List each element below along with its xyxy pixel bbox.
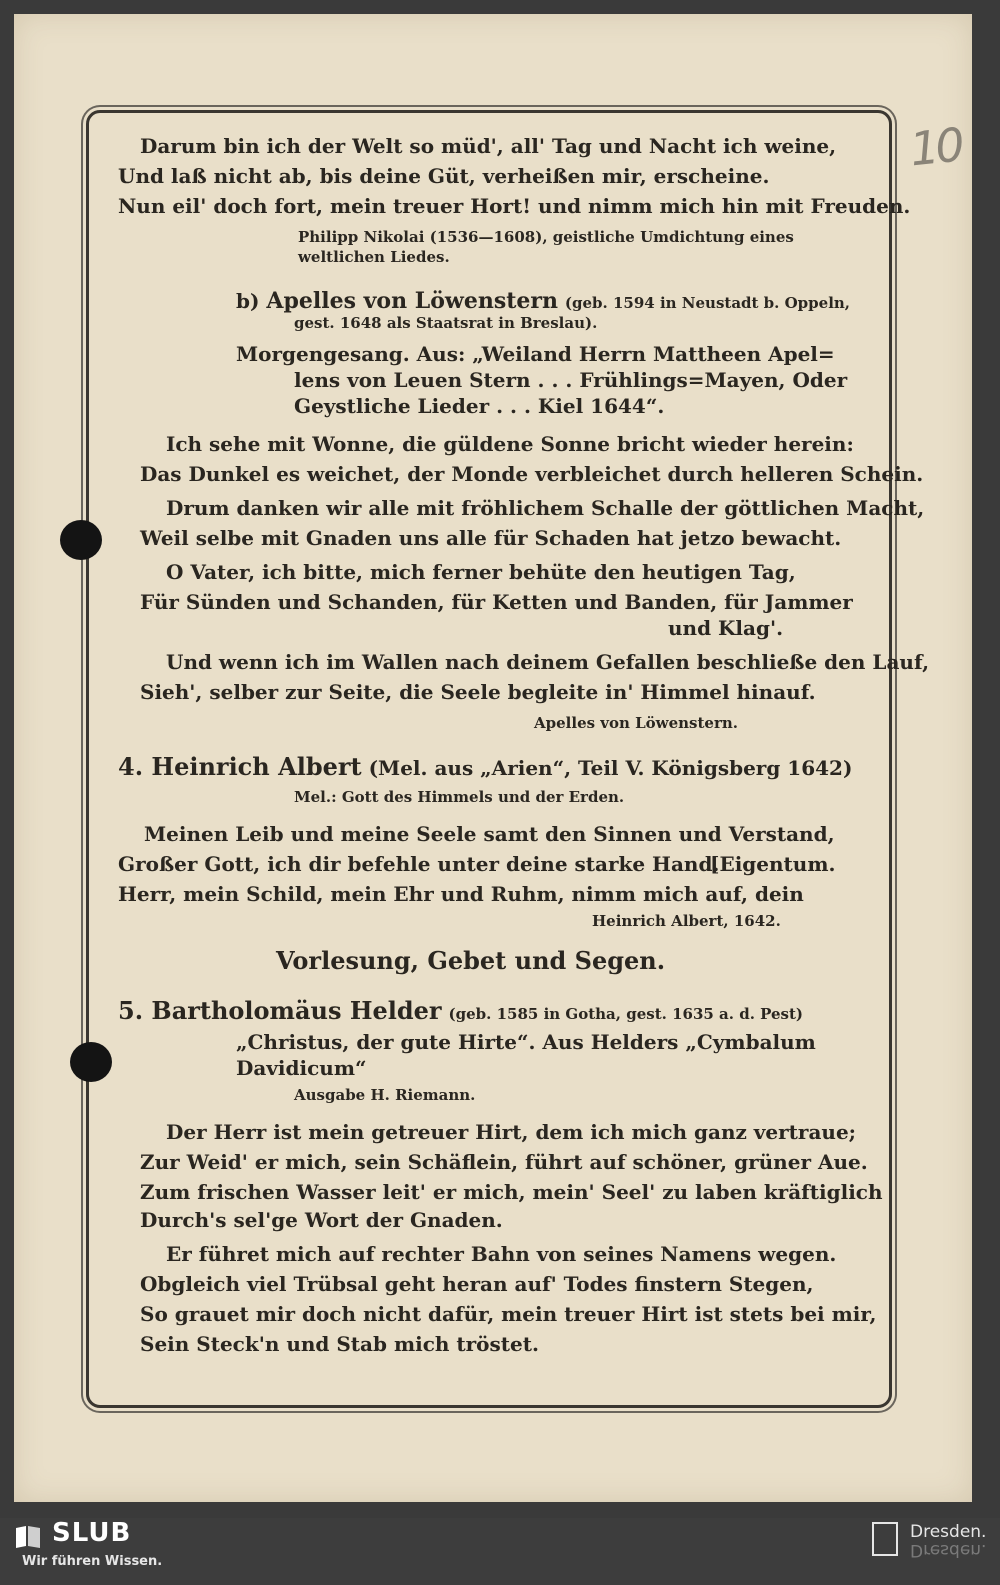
verse-line: Drum danken wir alle mit fröhlichem Schalle der göttlichen Macht, bbox=[166, 496, 925, 520]
verse-line: Herr, mein Schild, mein Ehr und Ruhm, nimm mich auf, dein bbox=[118, 882, 804, 906]
verse-line: O Vater, ich bitte, mich ferner behüte den heutigen Tag, bbox=[166, 560, 796, 584]
section-heading bbox=[118, 752, 852, 781]
punch-hole bbox=[60, 520, 102, 560]
author-credit: Philipp Nikolai (1536—1608), geistliche Umdichtung eines bbox=[298, 228, 794, 246]
section-marker: b) bbox=[236, 289, 260, 313]
verse-line: Und laß nicht ab, bis deine Güt, verheißen mir, erscheine. bbox=[118, 164, 770, 188]
verse-line: So grauet mir doch nicht dafür, mein treuer Hirt ist stets bei mir, bbox=[140, 1302, 877, 1326]
verse-line: Obgleich viel Trübsal geht heran auf' Todes finstern Stegen, bbox=[140, 1272, 814, 1296]
edition-note: Ausgabe H. Riemann. bbox=[294, 1086, 476, 1104]
verse-line: Nun eil' doch fort, mein treuer Hort! und nimm mich hin mit Freuden. bbox=[118, 194, 911, 218]
section-heading bbox=[236, 288, 850, 314]
verse-line: Das Dunkel es weichet, der Monde verbleichet durch helleren Schein. bbox=[140, 462, 924, 486]
verse-line: Und wenn ich im Wallen nach deinem Gefallen beschließe den Lauf, bbox=[166, 650, 930, 674]
author-credit: weltlichen Liedes. bbox=[298, 248, 450, 266]
verse-line: Er führet mich auf rechter Bahn von seines Namens wegen. bbox=[166, 1242, 837, 1266]
author-credit: Heinrich Albert, 1642. bbox=[592, 912, 781, 930]
song-title: „Christus, der gute Hirte“. Aus Helders „Cymbalum bbox=[236, 1030, 816, 1054]
composer-dates: (geb. 1594 in Neustadt b. Oppeln, bbox=[564, 294, 851, 312]
song-title: Geystliche Lieder . . . Kiel 1644“. bbox=[294, 394, 665, 418]
verse-line: Weil selbe mit Gnaden uns alle für Schaden hat jetzo bewacht. bbox=[140, 526, 842, 550]
handwritten-page-number: 10 bbox=[907, 117, 964, 177]
composer-detail: (Mel. aus „Arien“, Teil V. Königsberg 1642) bbox=[368, 756, 853, 780]
verse-line: Sein Steck'n und Stab mich tröstet. bbox=[140, 1332, 539, 1356]
verse-line: Zur Weid' er mich, sein Schäflein, führt auf schöner, grüner Aue. bbox=[140, 1150, 868, 1174]
verse-line: und Klag'. bbox=[668, 616, 784, 640]
composer-name: 5. Bartholomäus Helder bbox=[118, 996, 442, 1025]
composer-dates: (geb. 1585 in Gotha, gest. 1635 a. d. Pest) bbox=[448, 1005, 804, 1023]
song-title: lens von Leuen Stern . . . Frühlings=Mayen, Oder bbox=[294, 368, 848, 392]
library-logo-text[interactable]: SLUB bbox=[52, 1518, 132, 1548]
verse-line: Sieh', selber zur Seite, die Seele begleite in' Himmel hinauf. bbox=[140, 680, 816, 704]
verse-line: Durch's sel'ge Wort der Gnaden. bbox=[140, 1208, 503, 1232]
city-logo-reflection: Dresden. bbox=[910, 1540, 987, 1560]
library-tagline: Wir führen Wissen. bbox=[22, 1554, 163, 1569]
composer-dates: gest. 1648 als Staatsrat in Breslau). bbox=[294, 314, 598, 332]
book-icon bbox=[14, 1524, 42, 1550]
footer-bar bbox=[0, 1518, 1000, 1585]
song-title: Morgengesang. Aus: „Weiland Herrn Mattheen Apel= bbox=[236, 342, 835, 366]
verse-line: Der Herr ist mein getreuer Hirt, dem ich mich ganz vertraue; bbox=[166, 1120, 857, 1144]
city-logo-text[interactable]: Dresden. bbox=[910, 1522, 987, 1542]
interlude-heading: Vorlesung, Gebet und Segen. bbox=[276, 946, 666, 975]
composer-name: Apelles von Löwenstern bbox=[266, 288, 558, 314]
verse-line: Für Sünden und Schanden, für Ketten und Banden, für Jammer bbox=[140, 590, 853, 614]
verse-line: Zum frischen Wasser leit' er mich, mein' Seel' zu laben kräftiglich bbox=[140, 1180, 883, 1204]
city-coat-of-arms-icon bbox=[872, 1522, 898, 1556]
author-credit: Apelles von Löwenstern. bbox=[534, 714, 738, 732]
melody-note: Mel.: Gott des Himmels und der Erden. bbox=[294, 788, 625, 806]
punch-hole bbox=[70, 1042, 112, 1082]
verse-line: Großer Gott, ich dir befehle unter deine starke Hand. bbox=[118, 852, 720, 876]
verse-line: Meinen Leib und meine Seele samt den Sinnen und Verstand, bbox=[144, 822, 835, 846]
verse-line: Darum bin ich der Welt so müd', all' Tag und Nacht ich weine, bbox=[140, 134, 837, 158]
verse-line: Ich sehe mit Wonne, die güldene Sonne bricht wieder herein: bbox=[166, 432, 854, 456]
verse-line: [Eigentum. bbox=[710, 852, 836, 876]
song-title: Davidicum“ bbox=[236, 1056, 367, 1080]
composer-name: 4. Heinrich Albert bbox=[118, 752, 362, 781]
section-heading bbox=[118, 996, 803, 1025]
